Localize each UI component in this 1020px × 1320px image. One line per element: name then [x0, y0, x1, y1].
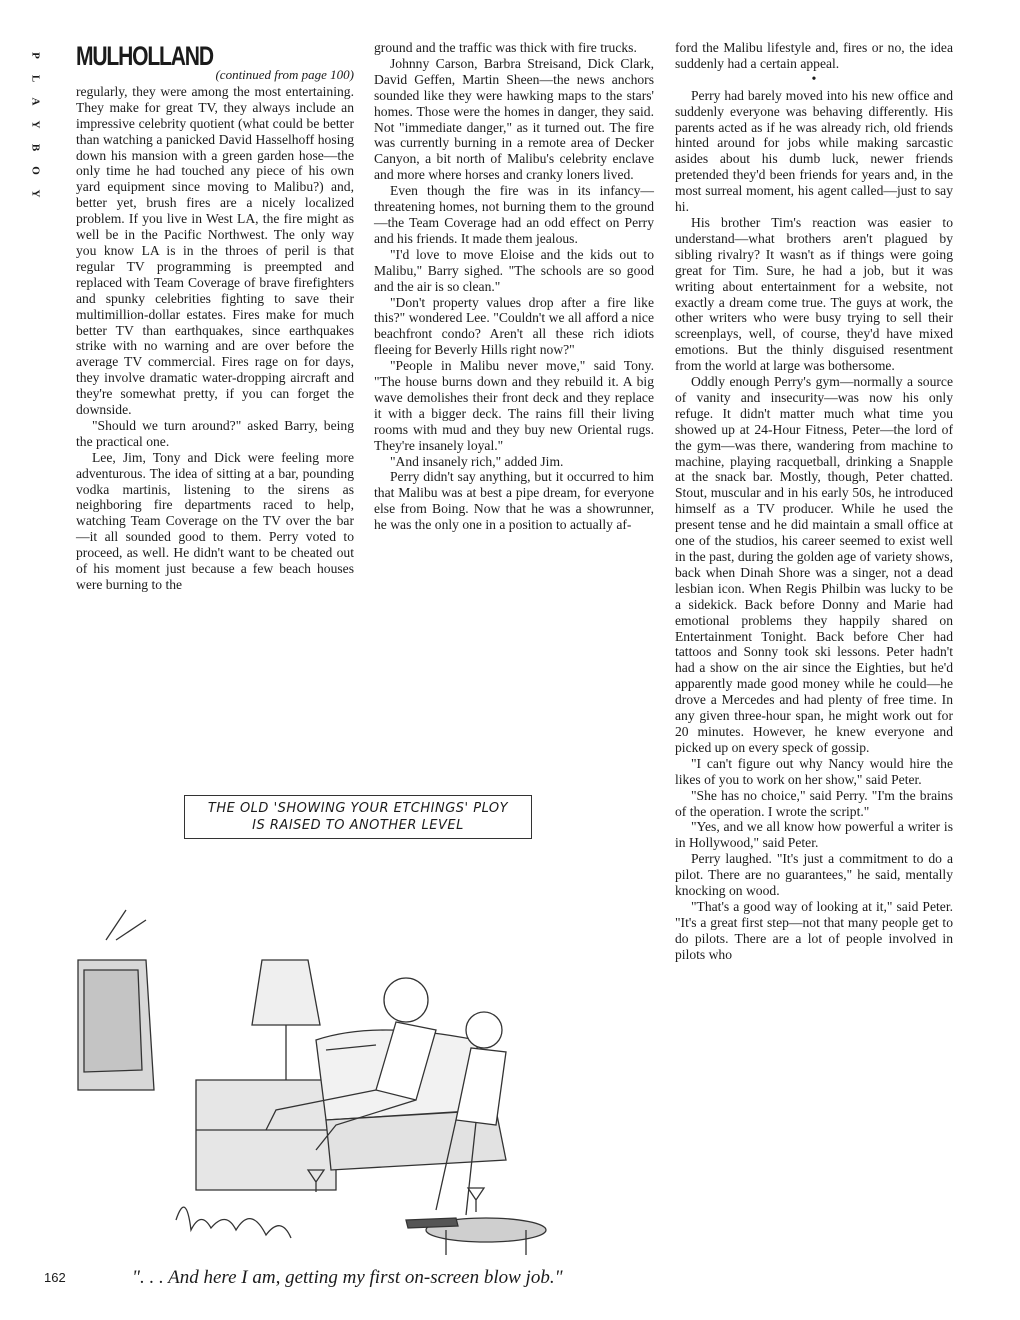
article-headline: MULHOLLAND [76, 41, 213, 71]
paragraph: "And insanely rich," added Jim. [390, 453, 564, 469]
section-break-bullet: • [811, 71, 817, 87]
paragraph: "Don't property values drop after a fire like this?" wondered Lee. "Couldn't we all afford a nice beachfront condo? Aren't all these rich idiots fleeing for Beverly Hills right now?" [374, 294, 654, 358]
article-column-3 [675, 40, 953, 963]
paragraph: "People in Malibu never move," said Tony. "The house burns down and they rebuild it. A big wave demolishes their front deck and they replace it with a bigger deck. The rains fill their living rooms with mud and they buy new Oriental rugs. They're insanely loyal." [374, 358, 654, 453]
paragraph: "That's a good way of looking at it," said Peter. "It's a great first step—not that many people get to do pilots. There are a lot of people involved in pilots who [675, 898, 953, 962]
paragraph: Lee, Jim, Tony and Dick were feeling more adventurous. The idea of sitting at a bar, pounding vodka martinis, listening to the sirens as neighboring fire departments raced to help, watching Team Coverage on the TV over the bar—it all sounded good to them. Perry voted to proceed, as well. He didn't want to be cheated out of his moment just because a few beach houses were burning to the [76, 449, 354, 592]
spine-letter: Y [29, 120, 42, 129]
paragraph: Even though the fire was in its infancy—threatening homes, not burning them to the ground—the Team Coverage had an odd effect on Perry and his friends. It made them jealous. [374, 183, 654, 246]
page-number: 162 [44, 1270, 66, 1285]
cartoon-title-line: IS RAISED TO ANOTHER LEVEL [252, 818, 464, 833]
article-column-2 [374, 40, 654, 533]
cartoon-caption: ". . . And here I am, getting my first on-screen blow job." [132, 1267, 563, 1288]
paragraph: "She has no choice," said Perry. "I'm the brains of the operation. I wrote the script." [675, 787, 953, 819]
paragraph: Perry had barely moved into his new office and suddenly everyone was behaving differently. His parents acted as if he was already rich, old friends hinted around for jobs while making sarcastic asides about his dumb luck, newer friends pretended they'd been friends for years and, in the most surreal moment, his agent called—just to say hi. [675, 87, 953, 215]
paragraph: ground and the traffic was thick with fire trucks. [374, 40, 637, 55]
paragraph: regularly, they were among the most entertaining. They make for great TV, they always include an impressive celebrity quotient (what could be better than watching a panicked David Hasselhoff hosing down his mansion with a green garden hose—the only time he had touched any piece of his own yard equipment since moving to Malibu?) and, better yet, brush fires are a nicely localized problem. If you live in West LA, the fire might as well be in the Pacific Northwest. The only way you know LA is in the throes of peril is that regular TV programming is preempted and replaced with Team Coverage of brave firefighters and spunky celebrities fighting to save their multimillion-dollar estates. Fires make for much better TV than earthquakes, since earthquakes strike with no warning and are over before the average TV commercial. Fires rage on for days, they involve dramatic water-dropping aircraft and they're somewhat pretty, if you can forget the downside. [76, 83, 354, 418]
paragraph: ford the Malibu lifestyle and, fires or no, the idea suddenly had a certain appeal. [675, 40, 953, 71]
spine-letter: Y [29, 189, 42, 198]
spine-letter: L [29, 74, 42, 83]
paragraph: His brother Tim's reaction was easier to understand—what brothers aren't plagued by sibling rivalry? It wasn't as if things were going great for Tim. Sure, he had a job, but it was writing about entertainment for a website, not exactly a dream come true. The guys at work, the other writers who were busy trying to sell their screenplays, well, of course, they'd have mixed emotions. But the thinly disguised resentment from the world at large was bothersome. [675, 214, 953, 374]
cartoon-title-line: THE OLD 'SHOWING YOUR ETCHINGS' PLOY [207, 801, 509, 816]
paragraph: Johnny Carson, Barbra Streisand, Dick Clark, David Geffen, Martin Sheen—the news anchors sounded like they were hawking maps to the stars' homes. Those were the homes in danger, they said. Not "immediate danger," as it turned out. The fire was currently burning in a remote area of Decker Canyon, a bit north of Malibu's celebrity enclave and more where horses and cranky loners lived. [374, 55, 654, 183]
magazine-spine [28, 44, 42, 205]
paragraph: "I'd love to move Eloise and the kids out to Malibu," Barry sighed. "The schools are so good and the air is so clean." [374, 246, 654, 294]
paragraph: "Yes, and we all know how powerful a writer is in Hollywood," said Peter. [675, 819, 953, 851]
spine-letter: A [29, 97, 42, 106]
cartoon-illustration [76, 790, 656, 1260]
spine-letter: B [29, 143, 42, 152]
paragraph: Perry didn't say anything, but it occurred to him that Malibu was at best a pipe dream, for everyone else from Boing. Now that he was a showrunner, he was the only one in a position to actually af- [374, 469, 654, 533]
paragraph: "Should we turn around?" asked Barry, being the practical one. [76, 417, 354, 449]
paragraph: "I can't figure out why Nancy would hire the likes of you to work on her show," said Peter. [675, 755, 953, 787]
spine-letter: O [29, 166, 42, 175]
continued-note: (continued from page 100) [215, 67, 354, 82]
spine-letter: P [29, 52, 42, 59]
paragraph: Perry laughed. "It's just a commitment to do a pilot. There are no guarantees," he said, mentally knocking on wood. [675, 851, 953, 899]
article-column-1 [76, 42, 354, 593]
paragraph: Oddly enough Perry's gym—normally a source of vanity and insecurity—was now his only refuge. It didn't matter much what time you showed up at 24-Hour Fitness, Peter—the lord of the gym—was there, wandering from machine to machine, playing racquetball, drinking a Snapple at the snack bar. Mostly, though, Peter chatted. Stout, muscular and in his early 50s, he introduced himself as a TV producer. While he used the present tense and he did maintain a small office at one of the studios, his career seemed to exist well in the past, during the golden age of variety shows, back when Dinah Shore was a singer, not a dead lesbian icon. When Regis Philbin was lucky to be a sidekick. Back before Donny and Marie had emotional problems they happily shared on Entertainment Tonight. Back before Cher had tattoos and Sonny took ski lessons. Peter hadn't had a show on the air since the Eighties, but he'd apparently made good money while he could—he drove a Mercedes and had plenty of free time. In any given three-hour span, he might work out for 20 minutes. However, he knew everyone and picked up on every speck of gossip. [675, 374, 953, 755]
